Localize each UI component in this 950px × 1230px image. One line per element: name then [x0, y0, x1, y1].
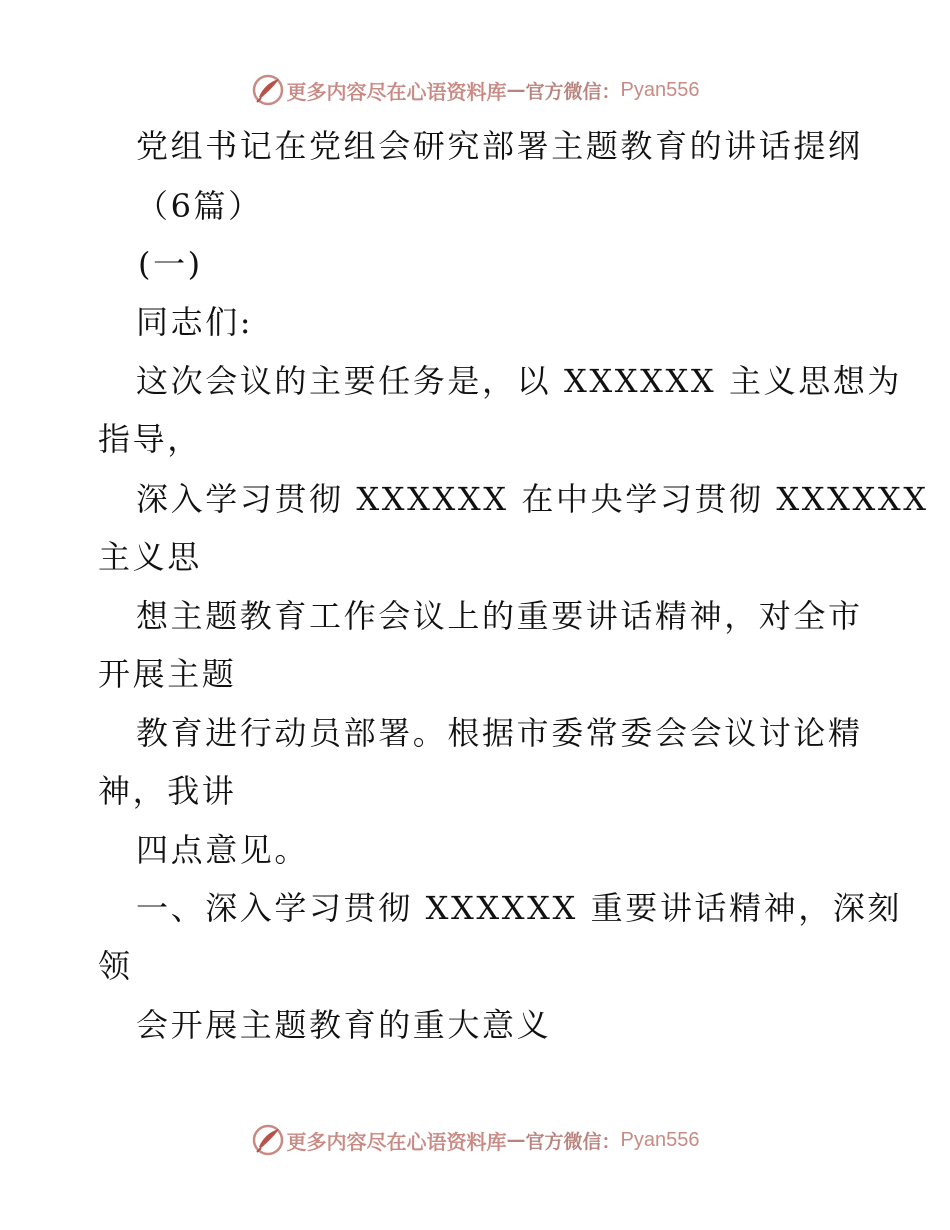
footer-watermark [0, 1120, 950, 1160]
document-title: 党组书记在党组会研究部署主题教育的讲话提纲 [136, 127, 863, 165]
paragraph-line: 领 [98, 947, 133, 985]
watermark-main-text: 更多内容尽在心语资料库 [286, 79, 507, 104]
salutation: 同志们: [136, 303, 254, 341]
paragraph-line: 教育进行动员部署。根据市委常委会会议讨论精 [136, 714, 863, 752]
watermark-main-text: 更多内容尽在心语资料库 [286, 1129, 507, 1154]
header-watermark [0, 70, 950, 110]
quill-logo-icon [251, 1123, 285, 1157]
paragraph-line: 四点意见。 [136, 831, 310, 869]
paragraph-line: 神，我讲 [98, 772, 237, 810]
quill-logo-icon [251, 73, 285, 107]
paragraph-line: 深入学习贯彻 XXXXXX 在中央学习贯彻 XXXXXX [136, 480, 929, 518]
paragraph-line: 一、深入学习贯彻 XXXXXX 重要讲话精神，深刻 [136, 889, 903, 927]
paragraph-line: 想主题教育工作会议上的重要讲话精神，对全市 [136, 597, 863, 635]
paragraph-line: 主义思 [98, 538, 202, 576]
watermark-id: Pyan556 [620, 78, 700, 101]
paragraph-line: 开展主题 [98, 655, 237, 693]
paragraph-line: 指导， [98, 420, 202, 458]
watermark-dash: — [506, 1129, 526, 1151]
section-heading: 会开展主题教育的重大意义 [136, 1006, 552, 1044]
paragraph-line: 这次会议的主要任务是，以 XXXXXX 主义思想为 [136, 362, 903, 400]
watermark-sub-text: 官方微信： [525, 80, 621, 103]
section-marker: (一) [138, 245, 203, 283]
watermark-sub-text: 官方微信： [525, 1130, 621, 1153]
watermark-dash: — [506, 79, 526, 101]
watermark-id: Pyan556 [620, 1128, 700, 1151]
document-title-count: （6篇） [136, 187, 263, 225]
